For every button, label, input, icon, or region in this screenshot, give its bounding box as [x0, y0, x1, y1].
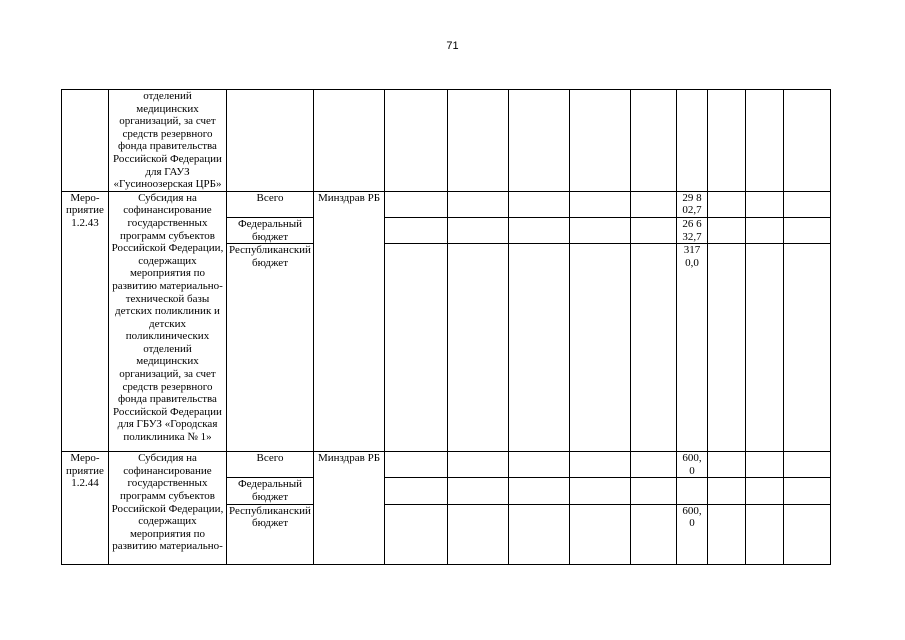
measure-name-cell: Субсидия на софинансирование государственных программ субъектов Российской Федерации, содержащих мероприятия по развитию материально-технической базы детских поликлиник и детских поликлинических отделений медицинских организаций, за счет средств резервного фонда правительства Российской Федерации для ГБУЗ «Городская поликлиника № 1» — [109, 191, 227, 451]
measure-code-cell: Меро-приятие 1.2.44 — [62, 452, 109, 564]
measure-name-cell: отделений медицинских организаций, за счет средств резервного фонда правительства Российской Федерации для ГАУЗ «Гусиноозерская ЦРБ» — [109, 90, 227, 192]
funding-source-cell: Федеральный бюджет — [227, 217, 314, 243]
value-cell: 317 0,0 — [677, 244, 708, 452]
table-row — [62, 191, 831, 217]
funding-source-cell: Федеральный бюджет — [227, 478, 314, 504]
code-cell — [62, 90, 109, 192]
funding-source-cell: Всего — [227, 452, 314, 478]
page-number: 71 — [446, 40, 459, 52]
value-cell — [677, 478, 708, 504]
program-table — [61, 89, 831, 565]
measure-name-cell: Субсидия на софинансирование государственных программ субъектов Российской Федерации, содержащих мероприятия по развитию материально- — [109, 452, 227, 564]
funding-source-cell: Республиканский бюджет — [227, 244, 314, 452]
value-cell: 26 6 32,7 — [677, 217, 708, 243]
value-cell: 600, 0 — [677, 452, 708, 478]
value-cell: 29 8 02,7 — [677, 191, 708, 217]
funding-source-cell: Республиканский бюджет — [227, 504, 314, 564]
executor-cell: Минздрав РБ — [314, 191, 385, 451]
table-row — [62, 90, 831, 192]
table-row — [62, 452, 831, 478]
funding-source-cell: Всего — [227, 191, 314, 217]
measure-code-cell: Меро-приятие 1.2.43 — [62, 191, 109, 451]
executor-cell: Минздрав РБ — [314, 452, 385, 564]
value-cell: 600, 0 — [677, 504, 708, 564]
